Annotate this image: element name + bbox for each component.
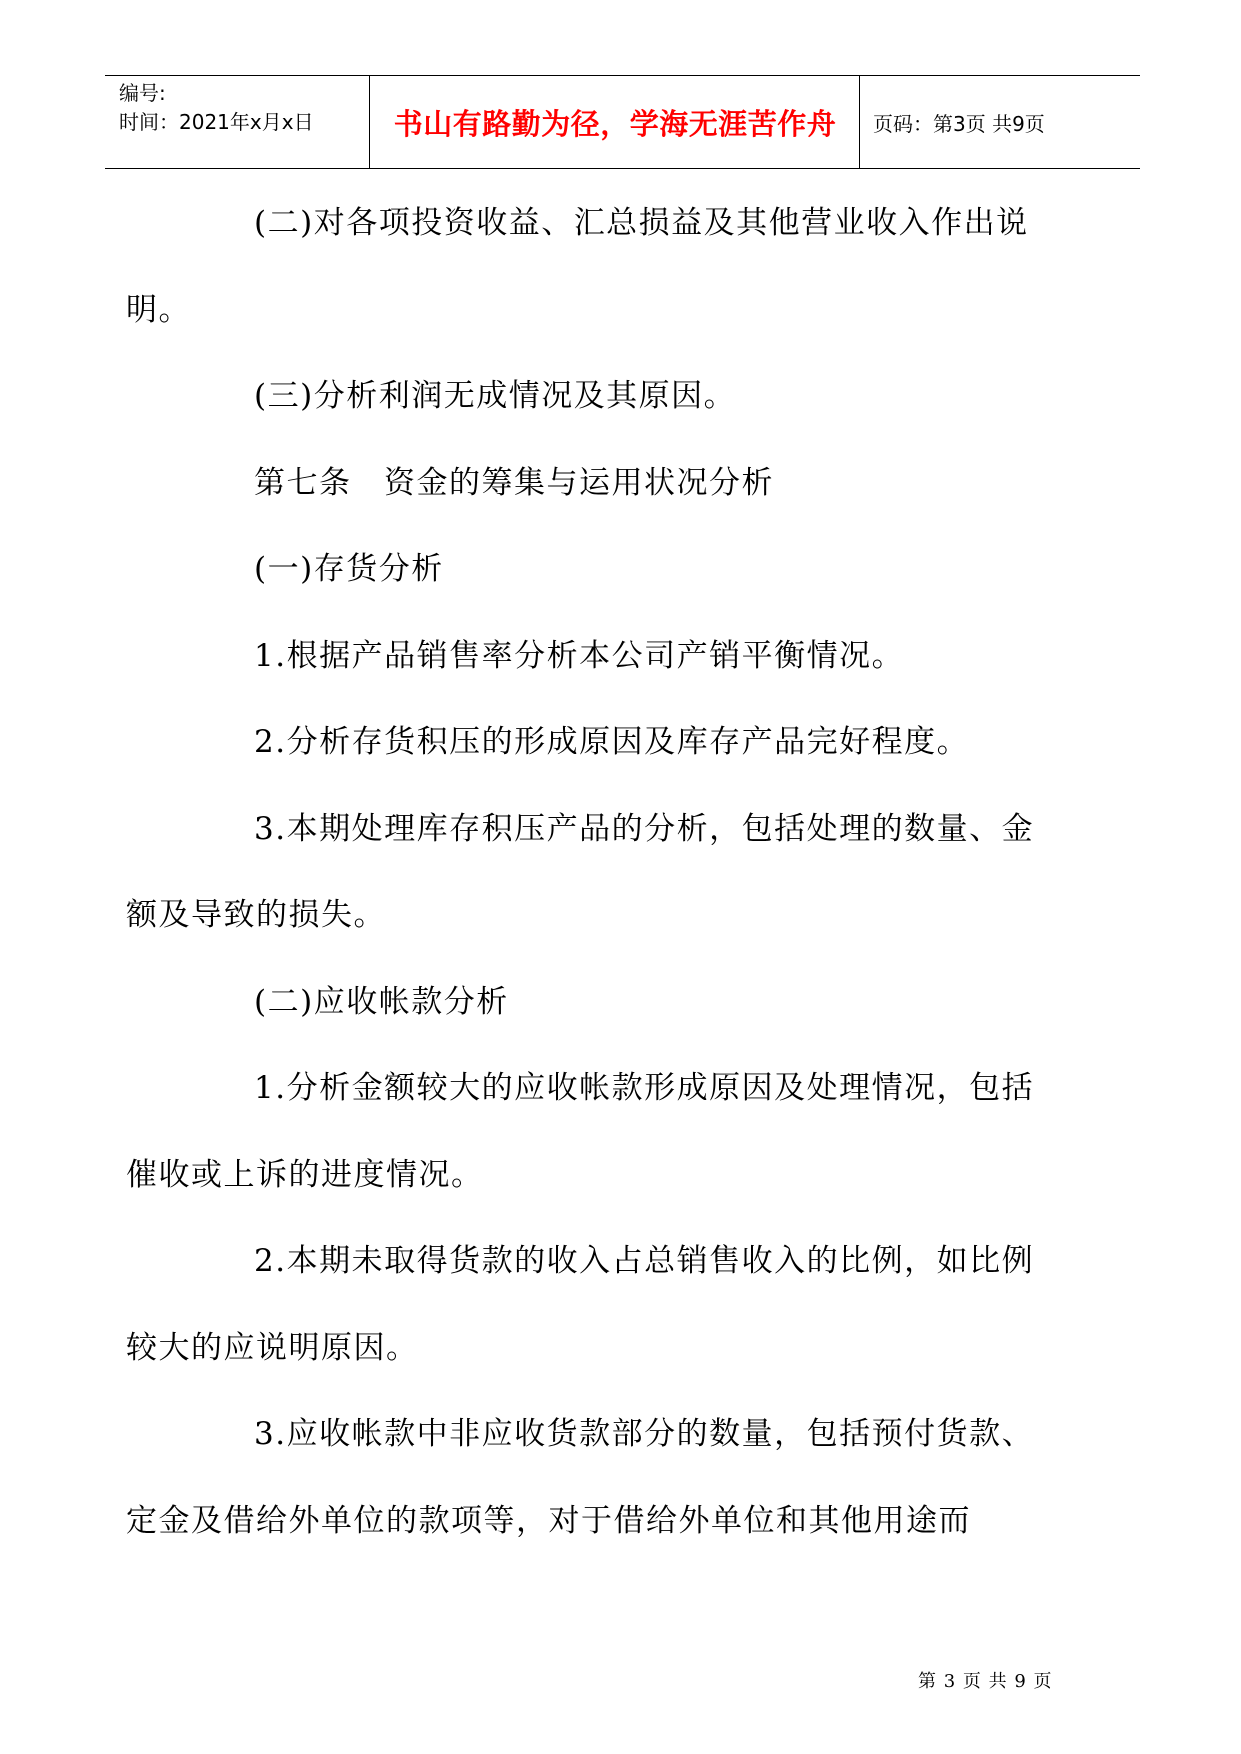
paragraph	[126, 1218, 1070, 1391]
paragraph	[190, 699, 1070, 786]
paragraph-line: 3.应收帐款中非应收货款部分的数量，包括预付货款、	[254, 1416, 1035, 1452]
page-header	[105, 75, 1140, 169]
paragraph	[126, 180, 1070, 353]
paragraph-line-continued: 明。	[126, 291, 191, 328]
document-body	[126, 180, 1070, 1564]
paragraph-line: 1.根据产品销售率分析本公司产销平衡情况。	[254, 637, 905, 674]
paragraph	[126, 1391, 1070, 1564]
serial-number-label: 编号:	[119, 81, 166, 105]
paragraph	[190, 353, 1070, 440]
page-footer-number: 第 3 页 共 9 页	[918, 1671, 1053, 1692]
paragraph-line: 3.本期处理库存积压产品的分析，包括处理的数量、金	[254, 810, 1035, 847]
section-heading	[190, 526, 1070, 613]
header-motto: 书山有路勤为径，学海无涯苦作舟	[393, 106, 837, 141]
paragraph-line: 第七条 资金的筹集与运用状况分析	[254, 464, 774, 501]
article-heading	[190, 440, 1070, 527]
paragraph-line: (二)对各项投资收益、汇总损益及其他营业收入作出说	[254, 205, 1029, 241]
date-label: 时间：2021年x月x日	[119, 110, 314, 134]
paragraph-line-continued: 额及导致的损失。	[126, 897, 386, 933]
paragraph-line: (三)分析利润无成情况及其原因。	[254, 378, 737, 414]
paragraph-line: (一)存货分析	[254, 551, 444, 587]
paragraph-line-continued: 催收或上诉的进度情况。	[126, 1156, 484, 1193]
paragraph-line-continued: 定金及借给外单位的款项等，对于借给外单位和其他用途而	[126, 1502, 971, 1539]
header-divider	[859, 76, 860, 168]
paragraph-line-continued: 较大的应说明原因。	[126, 1329, 419, 1366]
paragraph-line: 2.本期未取得货款的收入占总销售收入的比例，如比例	[254, 1243, 1035, 1279]
paragraph	[126, 786, 1070, 959]
paragraph	[190, 613, 1070, 700]
paragraph-line: (二)应收帐款分析	[254, 983, 509, 1020]
header-page-number: 页码：第3页 共9页	[873, 111, 1045, 136]
paragraph-line: 1.分析金额较大的应收帐款形成原因及处理情况，包括	[254, 1070, 1035, 1106]
paragraph	[126, 1045, 1070, 1218]
section-heading	[190, 959, 1070, 1046]
paragraph-line: 2.分析存货积压的形成原因及库存产品完好程度。	[254, 724, 970, 760]
header-divider	[369, 76, 370, 168]
